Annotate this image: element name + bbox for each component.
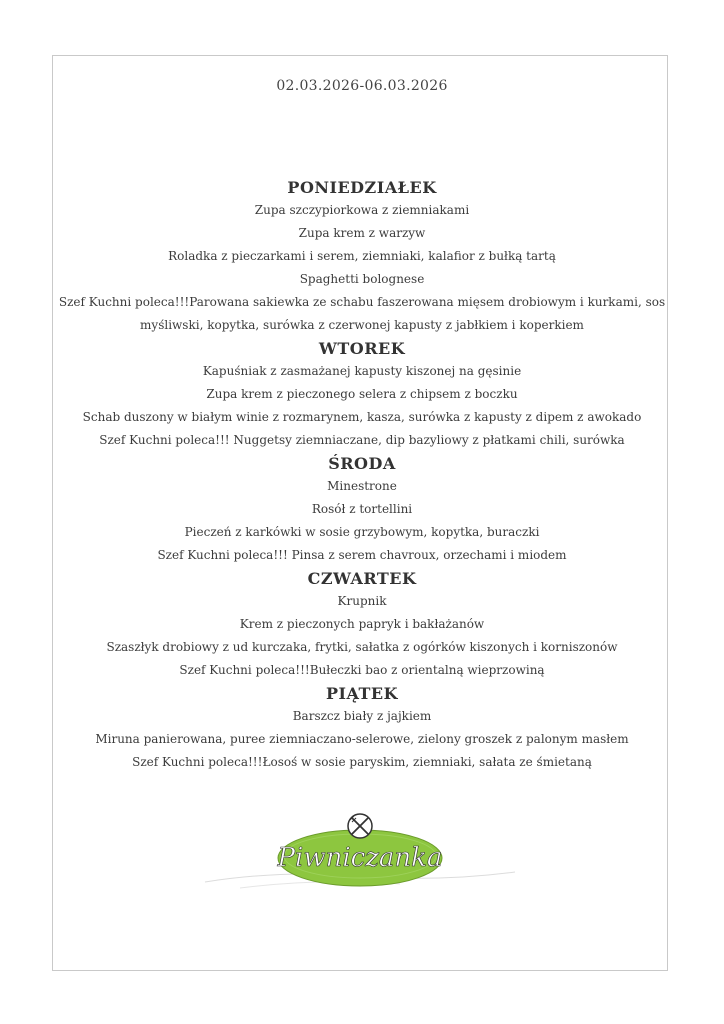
- day-section-thursday: [40, 567, 684, 682]
- dish-item: Szef Kuchni poleca!!!Parowana sakiewka ze schabu faszerowana mięsem drobiowym i kurkami, sos: [58, 295, 666, 309]
- dish-item: Minestrone: [327, 479, 397, 493]
- dish-item: Miruna panierowana, puree ziemniaczano-selerowe, zielony groszek z palonym masłem: [95, 732, 629, 746]
- dish-item: Barszcz biały z jajkiem: [292, 709, 432, 723]
- dish-item: Krem z pieczonych papryk i bakłażanów: [239, 617, 485, 631]
- piwniczanka-logo: [200, 812, 520, 898]
- day-section-tuesday: [40, 337, 684, 452]
- day-heading: CZWARTEK: [307, 569, 417, 588]
- dish-item: Zupa krem z warzyw: [298, 226, 426, 240]
- dish-item: Zupa szczypiorkowa z ziemniakami: [254, 203, 470, 217]
- dish-item: Krupnik: [337, 594, 387, 608]
- dish-item: Spaghetti bolognese: [299, 272, 425, 286]
- day-heading: WTOREK: [318, 339, 406, 358]
- logo-text: Piwniczanka: [277, 843, 443, 873]
- day-heading: ŚRODA: [328, 454, 396, 473]
- date-range: 02.03.2026-06.03.2026: [276, 78, 448, 94]
- dish-item: Schab duszony w białym winie z rozmarynem, kasza, surówka z kapusty z dipem z awokado: [82, 410, 642, 424]
- dish-item: Rosół z tortellini: [311, 502, 413, 516]
- dish-item: Szaszłyk drobiowy z ud kurczaka, frytki, sałatka z ogórków kiszonych i korniszonów: [106, 640, 618, 654]
- day-heading: PONIEDZIAŁEK: [287, 178, 437, 197]
- dish-item: Pieczeń z karkówki w sosie grzybowym, kopytka, buraczki: [184, 525, 540, 539]
- dish-item: Szef Kuchni poleca!!! Pinsa z serem chavroux, orzechami i miodem: [157, 548, 567, 562]
- dish-item: Kapuśniak z zasmażanej kapusty kiszonej na gęsinie: [202, 364, 522, 378]
- dish-item: Szef Kuchni poleca!!!Bułeczki bao z orientalną wieprzowiną: [179, 663, 545, 677]
- weekly-menu: [40, 176, 684, 774]
- crossed-fork-knife-icon: [348, 814, 372, 838]
- dish-item: myśliwski, kopytka, surówka z czerwonej kapusty z jabłkiem i koperkiem: [140, 318, 584, 332]
- dish-item: Zupa krem z pieczonego selera z chipsem z boczku: [206, 387, 518, 401]
- dish-item: Roladka z pieczarkami i serem, ziemniaki, kalafior z bułką tartą: [168, 249, 556, 263]
- dish-item: Szef Kuchni poleca!!! Nuggetsy ziemniaczane, dip bazyliowy z płatkami chili, surówka: [99, 433, 625, 447]
- day-section-monday: [40, 176, 684, 337]
- day-section-friday: [40, 682, 684, 774]
- dish-item: Szef Kuchni poleca!!!Łosoś w sosie paryskim, ziemniaki, sałata ze śmietaną: [132, 755, 592, 769]
- day-heading: PIĄTEK: [325, 684, 399, 703]
- day-section-wednesday: [40, 452, 684, 567]
